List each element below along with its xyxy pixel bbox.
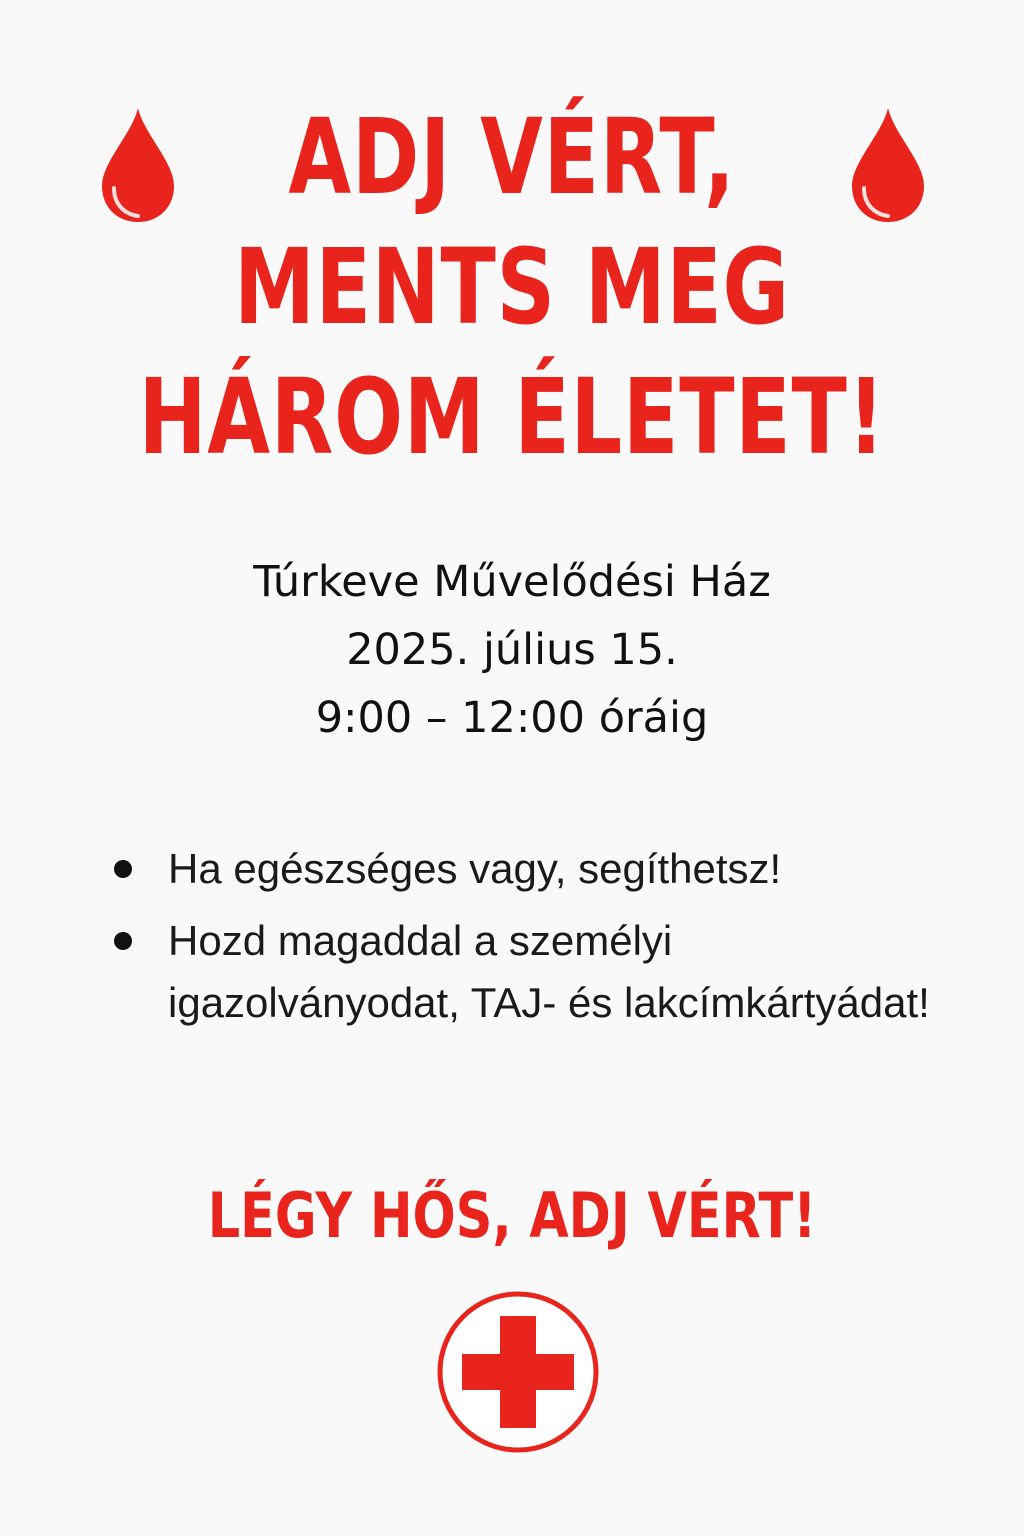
list-item <box>110 838 930 900</box>
bullet-list <box>110 838 930 1044</box>
list-item-text: Hozd magaddal a személyi igazolványodat, TAJ- és lakcímkártyádat! <box>168 917 930 1026</box>
bullet-dot-icon <box>114 932 132 950</box>
event-venue: Túrkeve Művelődési Ház <box>253 557 771 607</box>
headline-line-2: MENTS MEG <box>234 226 790 348</box>
headline-line-3: HÁROM ÉLETET! <box>138 356 886 478</box>
headline-line-1: ADJ VÉRT, <box>288 96 736 218</box>
event-date: 2025. július 15. <box>346 625 678 675</box>
list-item-text: Ha egészséges vagy, segíthetsz! <box>168 845 782 892</box>
headline <box>113 92 912 482</box>
event-time: 9:00 – 12:00 óráig <box>315 693 709 743</box>
list-item <box>110 910 930 1034</box>
event-details <box>0 548 1024 752</box>
bullet-dot-icon <box>114 860 132 878</box>
slogan: LÉGY HŐS, ADJ VÉRT! <box>207 1179 817 1252</box>
red-cross-icon <box>436 1290 600 1454</box>
